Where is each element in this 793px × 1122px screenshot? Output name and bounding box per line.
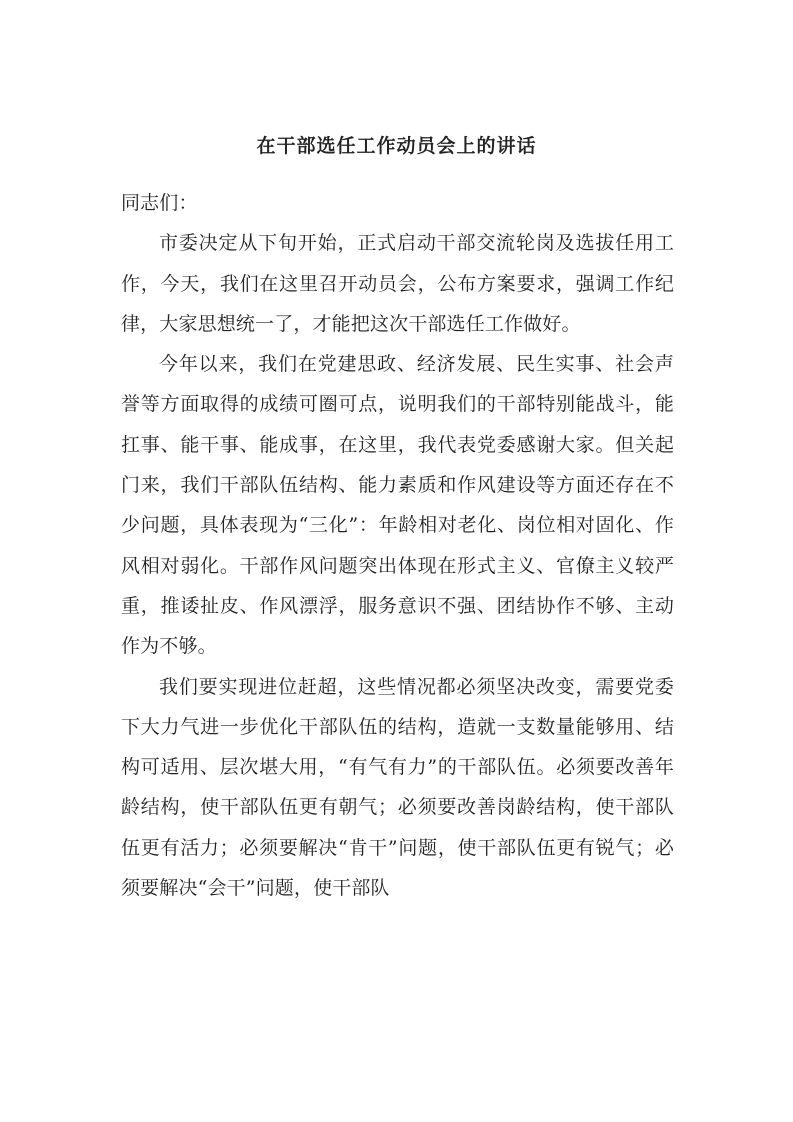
document-body	[121, 183, 674, 908]
paragraph-3: 我们要实现进位赶超，这些情况都必须坚决改变，需要党委下大力气进一步优化干部队伍的结构，造就一支数量能够用、结构可适用、层次堪大用，“有气有力”的干部队伍。必须要改善年龄结构，使干部队伍更有朝气；必须要改善岗龄结构，使干部队伍更有活力；必须要解决“肯干”问题，使干部队伍更有锐气；必须要解决“会干”问题，使干部队	[121, 675, 674, 900]
document-title: 在干部选任工作动员会上的讲话	[256, 135, 537, 157]
paragraph-2: 今年以来，我们在党建思政、经济发展、民生实事、社会声誉等方面取得的成绩可圈可点，说明我们的干部特别能战斗，能扛事、能干事、能成事，在这里，我代表党委感谢大家。但关起门来，我们干部队伍结构、能力素质和作风建设等方面还存在不少问题，具体表现为“三化”：年龄相对老化、岗位相对固化、作风相对弱化。干部作风问题突出体现在形式主义、官僚主义较严重，推诿扯皮、作风漂浮，服务意识不强、团结协作不够、主动作为不够。	[121, 353, 674, 658]
salutation: 同志们：	[121, 192, 198, 214]
paragraph-1: 市委决定从下旬开始，正式启动干部交流轮岗及选拔任用工作，今天，我们在这里召开动员会，公布方案要求，强调工作纪律，大家思想统一了，才能把这次干部选任工作做好。	[121, 232, 674, 335]
